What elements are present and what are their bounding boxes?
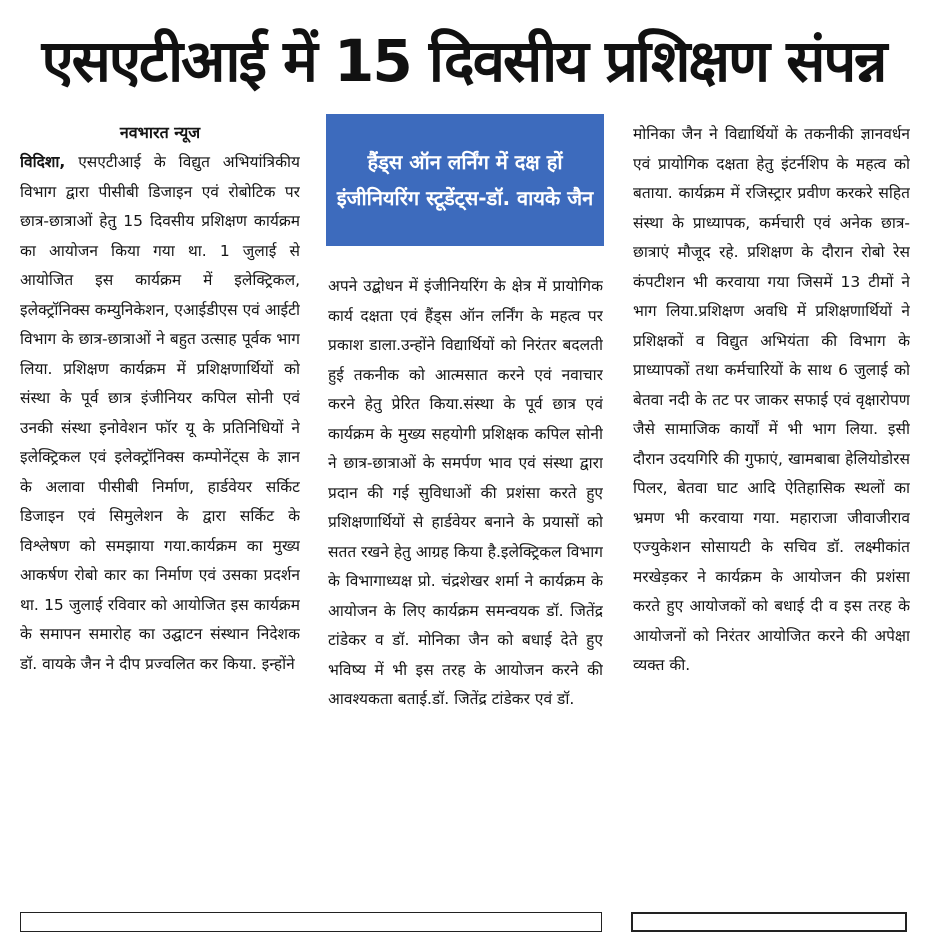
headline: एसएटीआई में 15 दिवसीय प्रशिक्षण संपन्न: [41, 26, 886, 95]
column-1-body: एसएटीआई के विद्युत अभियांत्रिकीय विभाग द्वारा पीसीबी डिजाइन एवं रोबोटिक पर छात्र-छात्राओं हेतु 15 दिवसीय प्रशिक्षण कार्यक्रम का आयोजन किया गया था. 1 जुलाई से आयोजित इस कार्यक्रम में इलेक्ट्रिकल, इलेक्ट्रॉनिक्स कम्युनिकेशन, एआईडीएस एवं आईटी विभाग के छात्र-छात्राओं ने बहुत उत्साह पूर्वक भाग लिया. प्रशिक्षण कार्यक्रम में प्रशिक्षणार्थियों को संस्था के पूर्व छात्र इंजीनियर कपिल सोनी एवं उनकी संस्था इनोवेशन फॉर यू के प्रतिनिधियों ने इलेक्ट्रिकल एवं इलेक्ट्रॉनिक्स कम्पोनेंट्स के ज्ञान के अलावा पीसीबी निर्माण, हार्डवेयर सर्किट डिजाइन एवं सिमुलेशन के द्वारा सर्किट के विश्लेषण को समझाया गया.कार्यक्रम का मुख्य आकर्षण रोबो कार का निर्माण एवं उसका प्रदर्शन था. 15 जुलाई रविवार को आयोजित इस कार्यक्रम के समापन समारोह का उद्घाटन संस्थान निदेशक डॉ. वायके जैन ने दीप प्रज्वलित कर किया. इन्होंने: [20, 153, 300, 673]
dateline: विदिशा,: [20, 153, 66, 171]
bottom-divider-box-right: [631, 912, 907, 932]
column-2-body: अपने उद्बोधन में इंजीनियरिंग के क्षेत्र में प्रायोगिक कार्य दक्षता एवं हैंड्स ऑन लर्निंग के महत्व पर प्रकाश डाला.उन्होंने विद्यार्थियों को निरंतर बदलती हुई तकनीक को आत्मसात करने एवं नवाचार करने हेतु प्रेरित किया.संस्था के पूर्व छात्र एवं कार्यक्रम के मुख्य सहयोगी प्रशिक्षक कपिल सोनी ने छात्र-छात्राओं के समर्पण भाव एवं संस्था द्वारा प्रदान की गई सुविधाओं की प्रशंसा करते हुए प्रशिक्षणार्थियों से हार्डवेयर बनाने के प्रयासों को सतत रखने हेतु आग्रह किया है.इलेक्ट्रिकल विभाग के विभागाध्यक्ष प्रो. चंद्रशेखर शर्मा ने कार्यक्रम के आयोजन के लिए कार्यक्रम समन्वयक डॉ. जितेंद्र टांडेकर व डॉ. मोनिका जैन को बधाई देते हुए भविष्य में भी इस तरह के आयोजन करने की आवश्यकता बताई.डॉ. जितेंद्र टांडेकर एवं डॉ.: [328, 277, 603, 708]
callout-box: [326, 114, 604, 246]
article-column-3: [633, 120, 910, 900]
article-column-1: [20, 120, 300, 900]
bottom-divider-box-left: [20, 912, 602, 932]
column-3-body: मोनिका जैन ने विद्यार्थियों के तकनीकी ज्ञानवर्धन एवं प्रायोगिक दक्षता हेतु इंटर्नशिप के महत्व को बताया. कार्यक्रम में रजिस्ट्रार प्रवीण करकरे सहित संस्था के प्राध्यापक, कर्मचारी एवं अनेक छात्र-छात्राएं मौजूद रहे. प्रशिक्षण के दौरान रोबो रेस कंपटीशन भी करवाया गया जिसमें 13 टीमों ने भाग लिया.प्रशिक्षण अवधि में प्रशिक्षणार्थियों ने प्रशिक्षकों व विद्युत अभियंता की विभाग के प्राध्यापकों तथा कर्मचारियों के साथ 6 जुलाई को बेतवा नदी के तट पर जाकर सफाई एवं वृक्षारोपण जैसे सामाजिक कार्यों में भी भाग लिया. इसी दौरान उदयगिरि की गुफाएं, खामबाबा हेलियोडोरस पिलर, बेतवा घाट आदि ऐतिहासिक स्थलों का भ्रमण भी करवाया गया. महाराजा जीवाजीराव एज्युकेशन सोसायटी के सचिव डॉ. लक्ष्मीकांत मरखेड़कर ने कार्यक्रम के आयोजन की प्रशंसा करते हुए आयोजकों को बधाई दी व इस तरह के आयोजनों को निरंतर आयोजित करने की अपेक्षा व्यक्त की.: [633, 125, 910, 674]
column-1-text: [20, 148, 300, 679]
callout-text: हैंड्स ऑन लर्निंग में दक्ष हों इंजीनियरिंग स्टूडेंट्स-डॉ. वायके जैन: [336, 150, 594, 210]
byline: नवभारत न्यूज: [119, 123, 201, 142]
article-column-2: [328, 272, 603, 900]
